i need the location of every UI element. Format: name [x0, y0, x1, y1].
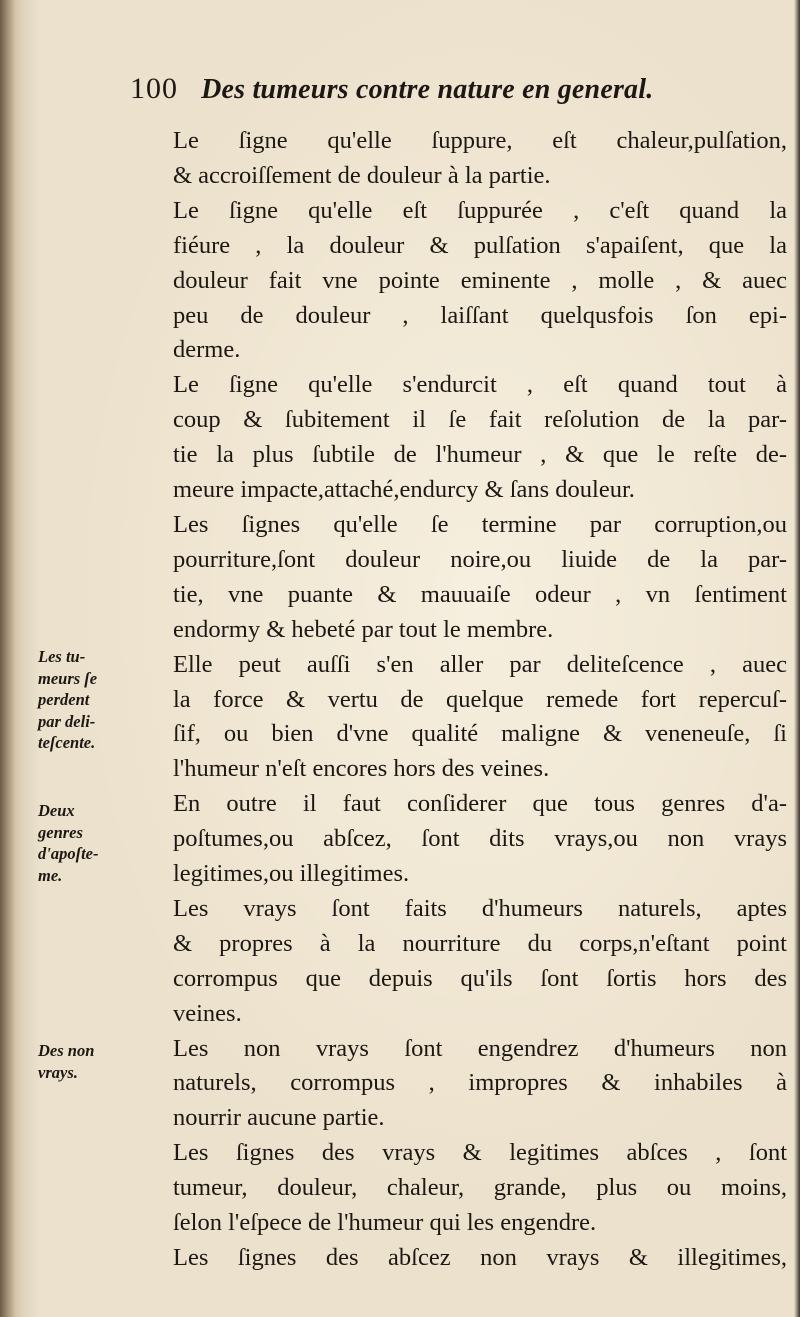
- text-line: derme.: [173, 336, 241, 364]
- text-line: fiéure , la douleur & pulſation s'apaiſent, que la: [173, 231, 787, 259]
- text-line: ſif, ou bien d'vne qualité maligne & veneneuſe, ſi: [173, 720, 787, 748]
- text-line: peu de douleur , laiſſant quelqusfois ſon epi-: [173, 301, 787, 329]
- margin-note-line: genres: [38, 822, 83, 842]
- text-line: tie la plus ſubtile de l'humeur , & que le reſte de-: [173, 441, 787, 469]
- text-line: la force & vertu de quelque remede fort repercuſ-: [173, 685, 787, 713]
- text-line: Elle peut auſſi s'en aller par deliteſcence , auec: [173, 650, 787, 678]
- paragraph: [135, 648, 787, 788]
- text-line: poſtumes,ou abſcez, ſont dits vrays,ou non vrays: [173, 825, 787, 853]
- text-line: veines.: [173, 999, 242, 1027]
- page-number: 100: [130, 72, 178, 105]
- paragraph: [135, 787, 787, 892]
- text-line: Le ſigne qu'elle ſuppure, eſt chaleur,pulſation,: [173, 127, 787, 154]
- paragraph: [135, 124, 787, 194]
- text-line: Les ſignes qu'elle ſe termine par corruption,ou: [173, 510, 787, 538]
- text-line: Le ſigne qu'elle s'endurcit , eſt quand tout à: [173, 371, 787, 399]
- text-line: pourriture,ſont douleur noire,ou liuide de la par-: [173, 545, 787, 573]
- page-gutter-shadow: [0, 0, 22, 1317]
- margin-note-line: me.: [38, 865, 63, 885]
- paragraph: [135, 1136, 787, 1241]
- margin-note-line: Deux: [38, 801, 75, 820]
- text-line: l'humeur n'eſt encores hors des veines.: [173, 755, 550, 783]
- margin-note-line: d'apoſte-: [38, 844, 99, 863]
- text-line: Le ſigne qu'elle eſt ſuppurée , c'eſt quand la: [173, 196, 787, 224]
- text-line: naturels, corrompus , impropres & inhabiles à: [173, 1069, 787, 1097]
- text-line: tumeur, douleur, chaleur, grande, plus ou moins,: [173, 1174, 787, 1202]
- text-line: ſelon l'eſpece de l'humeur qui les engendre.: [173, 1209, 597, 1237]
- paragraph: [135, 194, 787, 369]
- margin-note-line: par deli-: [38, 711, 96, 731]
- margin-note-line: Des non: [38, 1041, 95, 1060]
- margin-note-line: meurs ſe: [38, 668, 98, 688]
- text-line: Les ſignes des vrays & legitimes abſces , ſont: [173, 1139, 787, 1167]
- paragraph: [135, 892, 787, 1032]
- text-line: Les non vrays ſont engendrez d'humeurs non: [173, 1034, 787, 1062]
- page-edge-shadow: [794, 0, 800, 1317]
- margin-note-non-vrays: [38, 1040, 130, 1083]
- text-line: nourrir aucune partie.: [173, 1104, 385, 1132]
- paragraph: [135, 1032, 787, 1137]
- paragraph: [135, 508, 787, 648]
- text-line: corrompus que depuis qu'ils ſont ſortis hors des: [173, 964, 787, 992]
- margin-note-line: Les tu-: [38, 647, 86, 666]
- paragraph: [135, 368, 787, 508]
- text-line: & accroiſſement de douleur à la partie.: [173, 161, 551, 189]
- text-line: En outre il faut conſiderer que tous genres d'a-: [173, 790, 787, 818]
- margin-note-line: vrays.: [38, 1062, 78, 1082]
- text-line: coup & ſubitement il ſe fait reſolution de la par-: [173, 406, 787, 434]
- text-line: endormy & hebeté par tout le membre.: [173, 615, 554, 643]
- margin-note-deux-genres: [38, 800, 130, 886]
- text-line: Les vrays ſont faits d'humeurs naturels, aptes: [173, 894, 787, 922]
- text-line: legitimes,ou illegitimes.: [173, 860, 410, 888]
- margin-note-latescence: [38, 646, 130, 754]
- running-title: Des tumeurs contre nature en general.: [201, 74, 654, 105]
- running-head: [130, 72, 770, 116]
- body-text: [135, 124, 787, 1276]
- text-line: meure impacte,attaché,endurcy & ſans douleur.: [173, 476, 635, 504]
- margin-note-line: perdent: [38, 690, 90, 709]
- text-line: & propres à la nourriture du corps,n'eſtant point: [173, 929, 787, 957]
- paragraph: [135, 1241, 787, 1276]
- text-line: douleur fait vne pointe eminente , molle , & auec: [173, 266, 787, 294]
- margin-note-line: teſcente.: [38, 733, 96, 752]
- text-line: Les ſignes des abſcez non vrays & illegitimes,: [173, 1244, 787, 1271]
- text-line: tie, vne puante & mauuaiſe odeur , vn ſentiment: [173, 580, 787, 608]
